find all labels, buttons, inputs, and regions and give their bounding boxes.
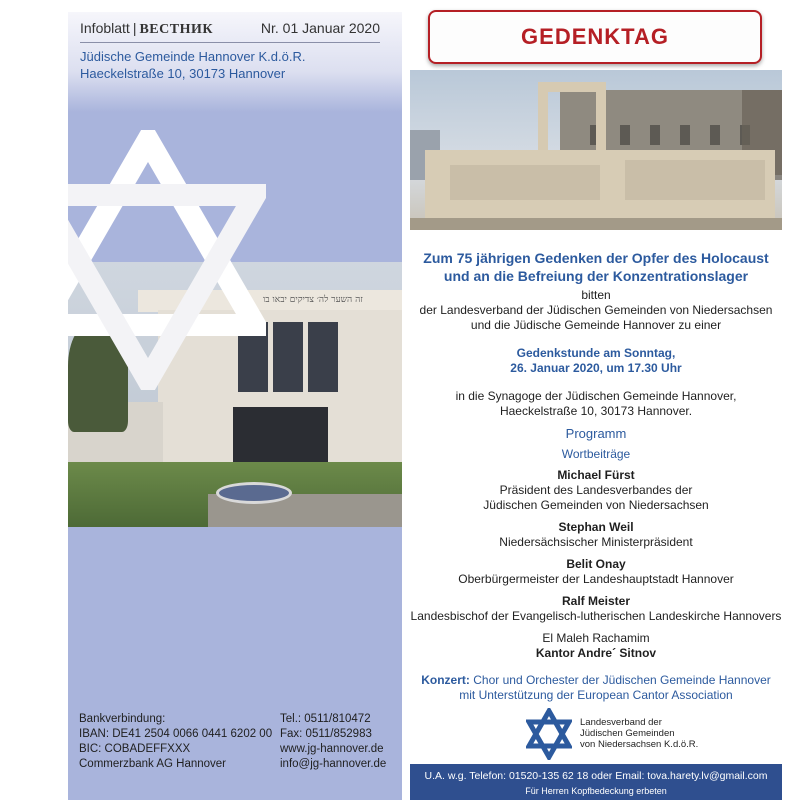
synagogue-entrance	[233, 407, 328, 462]
concert-line: Chor und Orchester der Jüdischen Gemeinde Hannover	[473, 673, 771, 687]
landesverband-logo-icon	[526, 708, 572, 760]
headline-line: Zum 75 jährigen Gedenken der Opfer des Holocaust	[423, 250, 769, 266]
speaker-name: Belit Onay	[566, 557, 626, 571]
fax-number: Fax: 0511/852983	[280, 728, 372, 740]
star-of-david-icon	[68, 130, 266, 390]
contact-details	[280, 712, 386, 772]
event-location	[410, 389, 782, 419]
concert-line: mit Unterstützung der European Cantor Association	[459, 688, 733, 702]
speaker-entry	[410, 468, 782, 513]
speaker-role: Präsident des Landesverbandes der	[499, 483, 693, 497]
building-window	[680, 125, 690, 145]
invitation-line: bitten	[581, 288, 611, 302]
speaker-role: Jüdischen Gemeinden von Niedersachsen	[483, 498, 709, 512]
headline	[410, 249, 782, 285]
landesverband-logo-text	[580, 717, 698, 750]
speaker-entry	[410, 594, 782, 624]
community-name: Jüdische Gemeinde Hannover K.d.ö.R.	[80, 49, 306, 64]
concert-label: Konzert:	[421, 673, 470, 687]
event-datetime-line: 26. Januar 2020, um 17.30 Uhr	[510, 361, 682, 375]
holocaust-memorial-photo	[410, 70, 782, 230]
speaker-role: Oberbürgermeister der Landeshauptstadt Hannover	[458, 572, 734, 586]
invitation-line: der Landesverband der Jüdischen Gemeinden von Niedersachsen	[419, 303, 773, 317]
left-panel	[68, 12, 402, 800]
right-panel	[410, 0, 782, 800]
synagogue-window	[273, 322, 303, 392]
logo-line: Landesverband der	[580, 717, 662, 728]
synagogue-window	[308, 322, 338, 392]
memorial-wall-right	[625, 160, 765, 200]
speaker-entry	[410, 520, 782, 550]
building-window	[650, 125, 660, 145]
speaker-name: Ralf Meister	[561, 594, 631, 608]
headline-line: und an die Befreiung der Konzentrationslager	[443, 268, 749, 284]
phone-number: Tel.: 0511/810472	[280, 713, 371, 725]
website-link[interactable]: www.jg-hannover.de	[280, 743, 384, 755]
building-window	[710, 125, 720, 145]
speaker-name: Michael Fürst	[557, 468, 635, 482]
event-datetime-line: Gedenkstunde am Sonntag,	[516, 346, 676, 360]
fountain	[216, 482, 292, 504]
masthead-divider	[80, 42, 380, 43]
bank-name: Commerzbank AG Hannover	[79, 758, 227, 770]
vestnik-label: ВЕСТНИК	[139, 22, 214, 37]
rsvp-footer	[410, 764, 782, 800]
speaker-name: Stephan Weil	[558, 520, 634, 534]
hebrew-inscription: זה השער לה׳ צדיקים יבאו בו	[263, 295, 363, 305]
speaker-role: Niedersächsischer Ministerpräsident	[499, 535, 693, 549]
event-datetime	[410, 346, 782, 376]
invitation-line: und die Jüdische Gemeinde Hannover zu einer	[470, 318, 722, 332]
infoblatt-label: Infoblatt	[80, 20, 130, 36]
masthead-separator: |	[132, 20, 137, 36]
page-title: GEDENKTAG	[428, 10, 762, 64]
building-window	[620, 125, 630, 145]
event-location-line: Haeckelstraße 10, 30173 Hannover.	[499, 404, 693, 418]
ground	[410, 218, 782, 230]
event-location-line: in die Synagoge der Jüdischen Gemeinde Hannover,	[455, 389, 737, 403]
bic: BIC: COBADEFFXXX	[79, 743, 191, 755]
bank-details	[79, 712, 272, 772]
concert-info	[410, 673, 782, 703]
wortbeitraege-heading: Wortbeiträge	[561, 447, 631, 461]
logo-line: von Niedersachsen K.d.ö.R.	[580, 739, 699, 750]
bank-label: Bankverbindung:	[79, 713, 166, 725]
prayer-entry	[410, 631, 782, 661]
invitation-text	[410, 288, 782, 333]
cantor-name: Kantor Andre´ Sitnov	[535, 646, 657, 660]
iban: IBAN: DE41 2504 0066 0441 6202 00	[79, 728, 273, 740]
memorial-gate	[538, 82, 606, 152]
memorial-wall-left	[450, 165, 600, 200]
speaker-role: Landesbischof der Evangelisch-lutherischen Landeskirche Hannovers	[410, 609, 782, 623]
programm-heading: Programm	[565, 426, 627, 441]
email-link[interactable]: info@jg-hannover.de	[280, 758, 387, 770]
rsvp-contact: U.A. w.g. Telefon: 01520-135 62 18 oder Email: tova.harety.lv@gmail.com	[424, 770, 768, 782]
dress-note: Für Herren Kopfbedeckung erbeten	[525, 786, 667, 796]
speaker-entry	[410, 557, 782, 587]
issue-number: Nr. 01 Januar 2020	[260, 20, 380, 36]
community-address: Haeckelstraße 10, 30173 Hannover	[80, 66, 286, 81]
prayer-title: El Maleh Rachamim	[542, 631, 650, 645]
masthead	[80, 20, 380, 38]
logo-line: Jüdischen Gemeinden	[580, 728, 675, 739]
